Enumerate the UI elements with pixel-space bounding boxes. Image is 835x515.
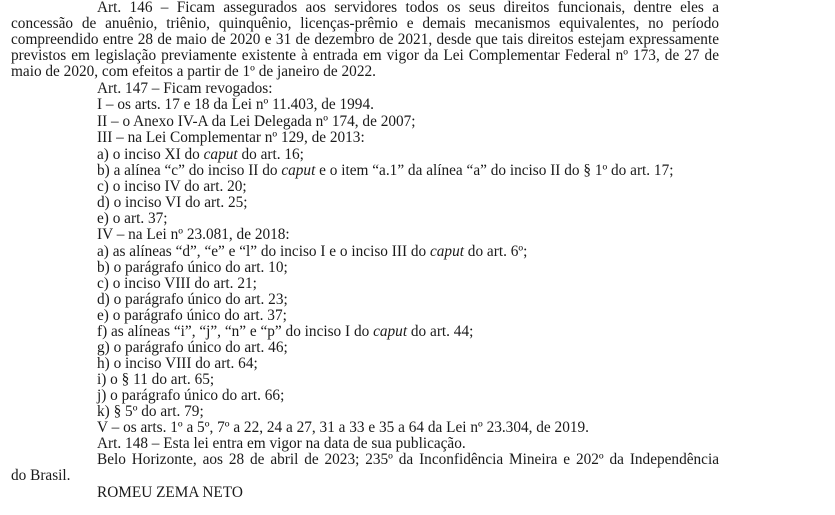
art-147-iv-h: h) o inciso VIII do art. 64;: [97, 355, 258, 372]
art-147-iv-f: f) as alíneas “i”, “j”, “n” e “p” do inciso I do caput do art. 44;: [97, 323, 474, 340]
art-146-line-1: Art. 146 – Ficam assegurados aos servidores todos os seus direitos funcionais, dentre eles a: [97, 0, 719, 16]
art-147-iv-d: d) o parágrafo único do art. 23;: [97, 291, 288, 308]
art-147-item-iv: IV – na Lei nº 23.081, de 2018:: [97, 226, 290, 243]
art-146-line-2: concessão de anuênio, triênio, quinquênio, licenças-prêmio e demais mecanismos equivalentes, no período: [11, 15, 719, 32]
art-147-iv-i: i) o § 11 do art. 65;: [97, 371, 215, 388]
closing-line-1: Belo Horizonte, aos 28 de abril de 2023; 235º da Inconfidência Mineira e 202º da Independência: [97, 451, 719, 468]
art-146-line-4: previstos em legislação previamente existente à entrada em vigor da Lei Complementar Federal nº 173, de 27 de: [11, 47, 719, 64]
signature: ROMEU ZEMA NETO: [97, 484, 243, 501]
art-147-iv-j: j) o parágrafo único do art. 66;: [97, 387, 285, 404]
art-147-iii-d: d) o inciso VI do art. 25;: [97, 194, 248, 211]
art-147-iii-a: a) o inciso XI do caput do art. 16;: [97, 146, 304, 163]
art-148: Art. 148 – Esta lei entra em vigor na data de sua publicação.: [97, 435, 466, 452]
art-146-line-5: maio de 2020, com efeitos a partir de 1º de janeiro de 2022.: [11, 63, 376, 80]
closing-line-2: do Brasil.: [11, 467, 71, 484]
art-147-iv-k: k) § 5º do art. 79;: [97, 403, 204, 420]
art-147-item-iii: III – na Lei Complementar nº 129, de 2013:: [97, 129, 365, 146]
art-147-iv-g: g) o parágrafo único do art. 46;: [97, 339, 288, 356]
art-147-heading: Art. 147 – Ficam revogados:: [97, 80, 273, 97]
art-147-iii-c: c) o inciso IV do art. 20;: [97, 178, 247, 195]
art-147-iv-b: b) o parágrafo único do art. 10;: [97, 259, 288, 276]
art-147-iv-a: a) as alíneas “d”, “e” e “l” do inciso I e o inciso III do caput do art. 6º;: [97, 243, 528, 260]
art-147-iv-c: c) o inciso VIII do art. 21;: [97, 275, 257, 292]
art-147-item-v: V – os arts. 1º a 5º, 7º a 22, 24 a 27, 31 a 33 e 35 a 64 da Lei nº 23.304, de 2019.: [97, 419, 589, 436]
art-147-item-ii: II – o Anexo IV-A da Lei Delegada nº 174, de 2007;: [97, 113, 416, 130]
art-146-line-3: compreendido entre 28 de maio de 2020 e 31 de dezembro de 2021, desde que tais direitos estejam expressamente: [11, 31, 719, 48]
art-147-item-i: I – os arts. 17 e 18 da Lei nº 11.403, de 1994.: [97, 96, 374, 113]
art-147-iii-e: e) o art. 37;: [97, 210, 168, 227]
art-147-iv-e: e) o parágrafo único do art. 37;: [97, 307, 287, 324]
art-147-iii-b: b) a alínea “c” do inciso II do caput e o item “a.1” da alínea “a” do inciso II do § 1º do art. 17;: [97, 162, 674, 179]
